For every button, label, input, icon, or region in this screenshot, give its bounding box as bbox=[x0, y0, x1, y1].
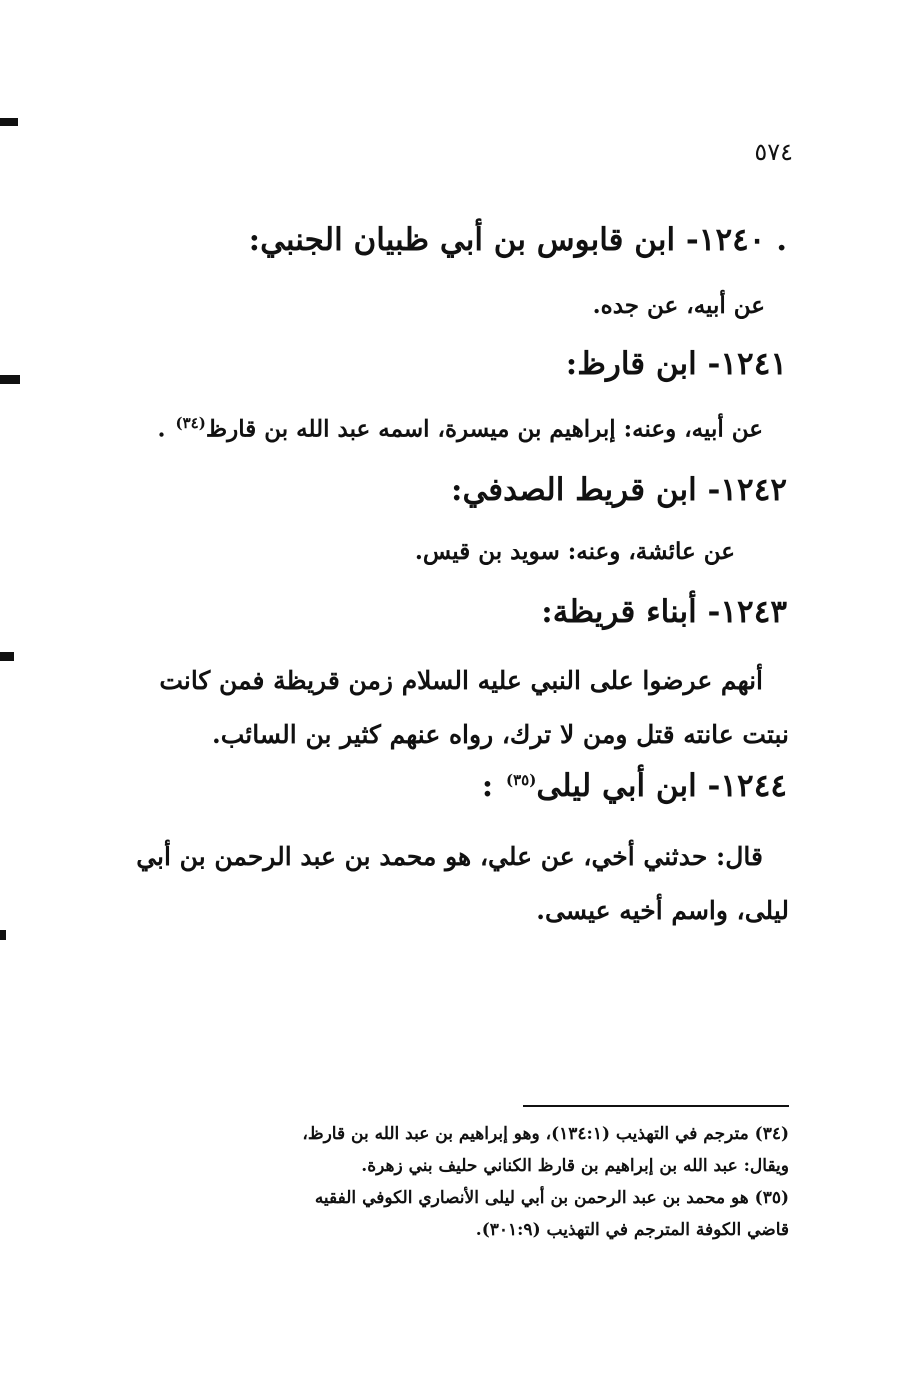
footnote-line: ويقال: عبد الله بن إبراهيم بن قارظ الكناني حليف بني زهرة. bbox=[361, 1156, 789, 1176]
entry-text-1241-end: . bbox=[157, 415, 174, 443]
footnote-ref-34: (٣٤) bbox=[175, 414, 206, 432]
footnotes bbox=[129, 1118, 789, 1246]
entry-text-1241-body: عن أبيه، وعنه: إبراهيم بن ميسرة، اسمه عبد الله بن قارظ bbox=[205, 415, 763, 443]
paragraph-line: ليلى، واسم أخيه عيسى. bbox=[536, 896, 789, 925]
paragraph-line: قال: حدثني أخي، عن علي، هو محمد بن عبد الرحمن بن أبي bbox=[136, 842, 763, 871]
entry-text-1240: عن أبيه، عن جده. bbox=[592, 292, 765, 319]
footnote-line: (٣٥) هو محمد بن عبد الرحمن بن أبي ليلى الأنصاري الكوفي الفقيه bbox=[314, 1188, 789, 1208]
page-number: ٥٧٤ bbox=[754, 138, 793, 166]
footnote-separator bbox=[523, 1105, 789, 1107]
entry-heading-1244-text: ١٢٤٤- ابن أبي ليلى bbox=[536, 768, 787, 804]
entry-paragraph-1244 bbox=[134, 830, 789, 938]
footnote-ref-35: (٣٥) bbox=[505, 770, 537, 789]
scan-edge-mark bbox=[0, 652, 14, 661]
footnote-line: قاضي الكوفة المترجم في التهذيب (٣٠١:٩). bbox=[475, 1220, 789, 1240]
entry-heading-1244 bbox=[482, 768, 787, 804]
scan-edge-mark bbox=[0, 118, 18, 126]
entry-text-1242: عن عائشة، وعنه: سويد بن قيس. bbox=[414, 538, 735, 565]
paragraph-line: أنهم عرضوا على النبي عليه السلام زمن قريظة فمن كانت bbox=[159, 666, 763, 695]
entry-text-1241 bbox=[157, 414, 763, 443]
scan-edge-mark bbox=[0, 375, 20, 384]
entry-heading-1243: ١٢٤٣- أبناء قريظة: bbox=[541, 594, 787, 630]
entry-heading-1241: ١٢٤١- ابن قارظ: bbox=[565, 346, 787, 382]
scan-edge-mark bbox=[0, 930, 6, 940]
paragraph-line: نبتت عانته قتل ومن لا ترك، رواه عنهم كثير بن السائب. bbox=[212, 720, 789, 749]
entry-heading-1240: . ١٢٤٠- ابن قابوس بن أبي ظبيان الجنبي: bbox=[248, 222, 787, 258]
footnote-line: (٣٤) مترجم في التهذيب (١٣٤:١)، وهو إبراهيم بن عبد الله بن قارظ، bbox=[302, 1124, 789, 1144]
entry-heading-1244-end: : bbox=[481, 768, 504, 804]
entry-heading-1242: ١٢٤٢- ابن قريط الصدفي: bbox=[451, 472, 787, 508]
entry-paragraph-1243 bbox=[134, 654, 789, 762]
